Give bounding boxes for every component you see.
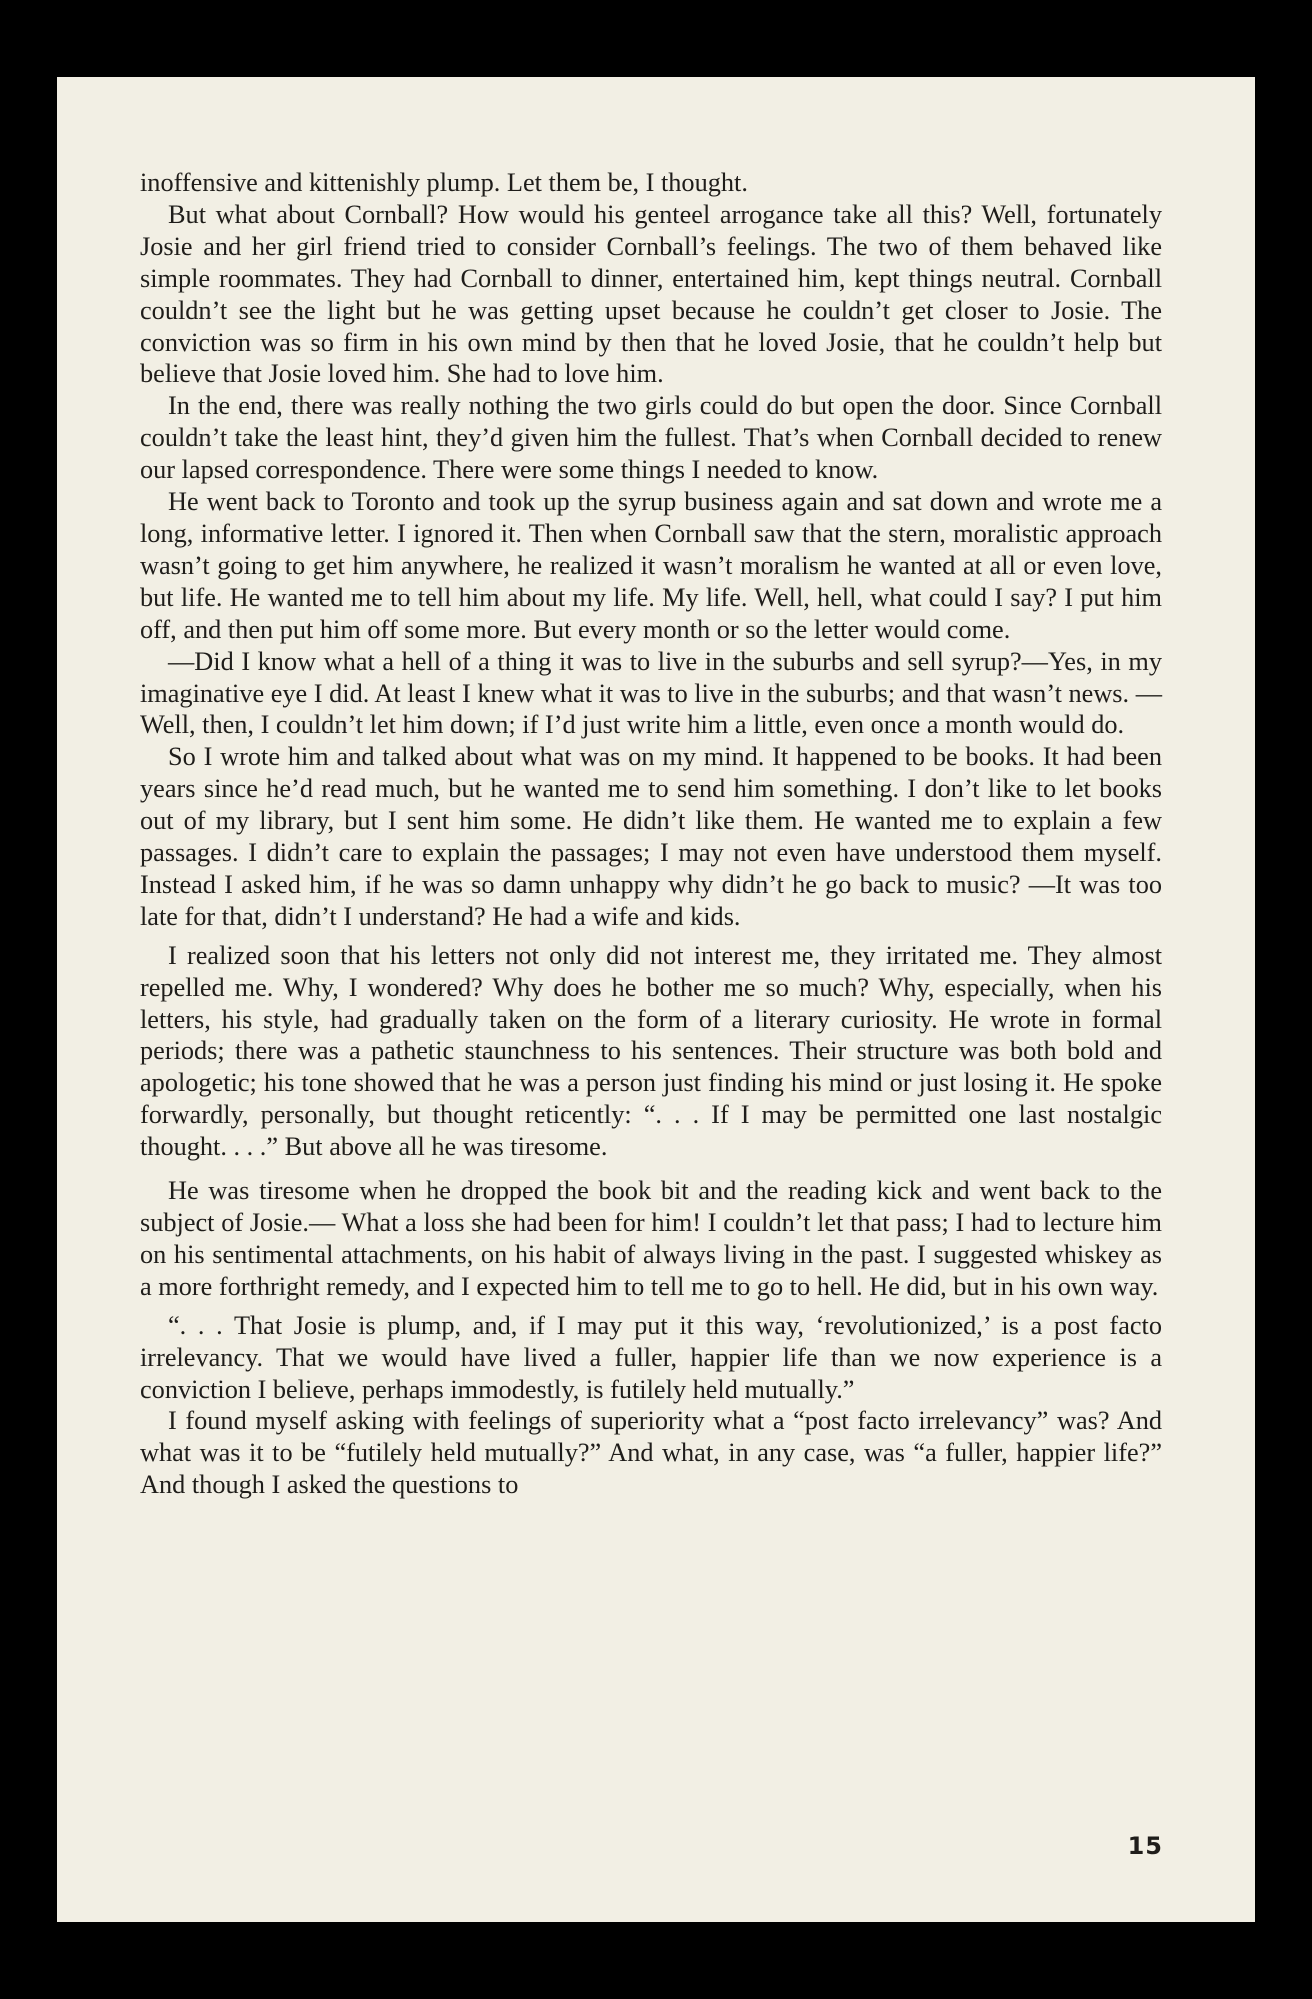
paragraph: —Did I know what a hell of a thing it was to live in the suburbs and sell syrup?—Yes, in my imaginative eye I did. At least I knew what it was to live in the suburbs; and that wasn’t news. —Well, then, I couldn’t let him down; if I’d just write him a little, even once a month would do. — [140, 646, 1162, 740]
paragraph: But what about Cornball? How would his genteel arrogance take all this? Well, fortunately Josie and her girl friend tried to consider Cornball’s feelings. The two of them behaved like simple roommates. They had Cornball to dinner, entertained him, kept things neutral. Cornball couldn’t see the light but he was getting upset because he couldn’t get closer to Josie. The conviction was so firm in his own mind by then that he loved Josie, that he couldn’t help but believe that Josie loved him. She had to love him. — [140, 199, 1162, 389]
page-number: 15 — [1127, 1832, 1163, 1860]
body-text — [140, 167, 1162, 1501]
paragraph: I realized soon that his letters not only did not interest me, they irritated me. They almost repelled me. Why, I wondered? Why does he bother me so much? Why, especially, when his letters, his style, had gradually taken on the form of a literary curiosity. He wrote in formal periods; there was a pathetic staunchness to his sentences. Their structure was both bold and apologetic; his tone showed that he was a person just finding his mind or just losing it. He spoke forwardly, personally, but thought reticently: “. . . If I may be permitted one last nostalgic thought. . . .” But above all he was tiresome. — [140, 940, 1162, 1162]
paragraph: inoffensive and kittenishly plump. Let them be, I thought. — [140, 168, 748, 197]
book-page — [57, 77, 1255, 1922]
paragraph: “. . . That Josie is plump, and, if I may put it this way, ‘revolutionized,’ is a post facto irrelevancy. That we would have lived a fuller, happier life than we now experience is a conviction I believe, perhaps immodestly, is futilely held mutually.” — [140, 1310, 1162, 1404]
paragraph: I found myself asking with feelings of superiority what a “post facto irrelevancy” was? And what was it to be “futilely held mutually?” And what, in any case, was “a fuller, happier life?” And though I asked the questions to — [140, 1406, 1162, 1500]
paragraph: So I wrote him and talked about what was on my mind. It happened to be books. It had been years since he’d read much, but he wanted me to send him something. I don’t like to let books out of my library, but I sent him some. He didn’t like them. He wanted me to explain a few passages. I didn’t care to explain the passages; I may not even have understood them myself. Instead I asked him, if he was so damn unhappy why didn’t he go back to music? —It was too late for that, didn’t I understand? He had a wife and kids. — [140, 742, 1162, 931]
paragraph: In the end, there was really nothing the two girls could do but open the door. Since Cornball couldn’t take the least hint, they’d given him the fullest. That’s when Cornball decided to renew our lapsed correspondence. There were some things I needed to know. — [140, 391, 1162, 485]
paragraph: He went back to Toronto and took up the syrup business again and sat down and wrote me a long, informative letter. I ignored it. Then when Cornball saw that the stern, moralistic approach wasn’t going to get him anywhere, he realized it wasn’t moralism he wanted at all or even love, but life. He wanted me to tell him about my life. My life. Well, hell, what could I say? I put him off, and then put him off some more. But every month or so the letter would come. — [140, 487, 1162, 644]
paragraph: He was tiresome when he dropped the book bit and the reading kick and went back to the subject of Josie.— What a loss she had been for him! I couldn’t let that pass; I had to lecture him on his sentimental attachments, on his habit of always living in the past. I suggested whiskey as a more forthright remedy, and I expected him to tell me to go to hell. He did, but in his own way. — [140, 1176, 1162, 1301]
